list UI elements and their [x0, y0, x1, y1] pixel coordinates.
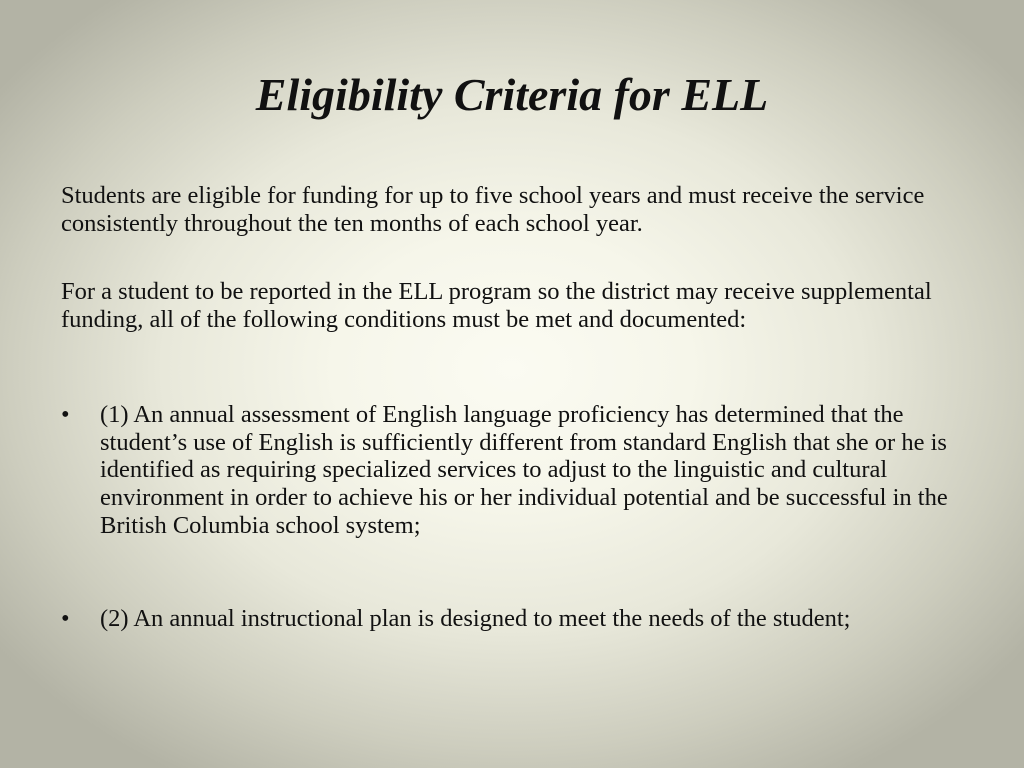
paragraph-reporting-conditions: For a student to be reported in the ELL program so the district may receive supplemental funding, all of the following conditions must be met and documented:	[61, 278, 932, 333]
bullet-item-assessment	[61, 401, 961, 540]
bullet-icon: •	[61, 401, 70, 428]
bullet-text: (2) An annual instructional plan is designed to meet the needs of the student;	[100, 605, 851, 632]
slide-title: Eligibility Criteria for ELL	[255, 69, 769, 120]
paragraph-funding-eligibility: Students are eligible for funding for up to five school years and must receive the service consistently throughout the ten months of each school year.	[61, 182, 925, 237]
bullet-item-instructional-plan	[61, 605, 961, 633]
bullet-text: (1) An annual assessment of English language proficiency has determined that the student’s use of English is sufficiently different from standard English that she or he is identified as requiring specialized services to adjust to the linguistic and cultural environment in order to achieve his or her individual potential and be successful in the British Columbia school system;	[100, 401, 948, 539]
bullet-icon: •	[61, 605, 70, 632]
